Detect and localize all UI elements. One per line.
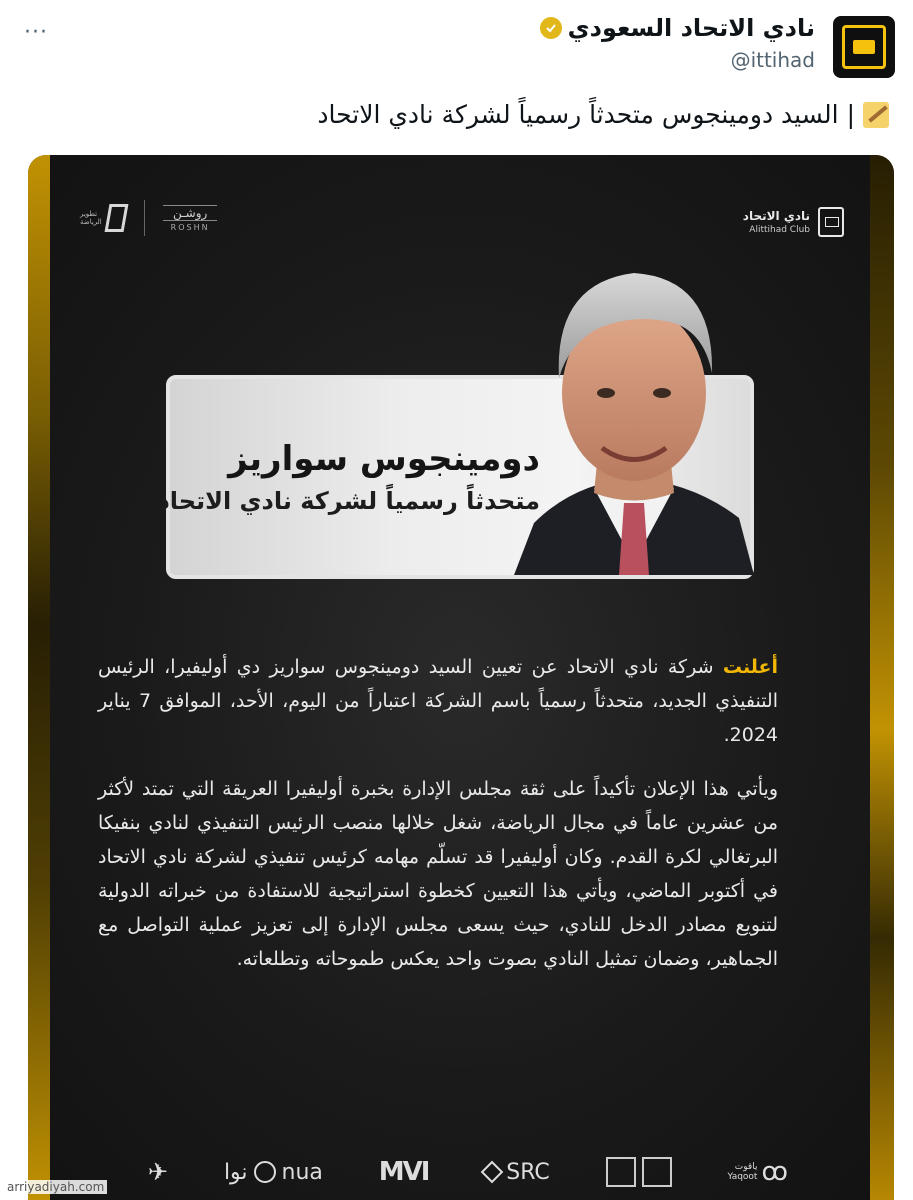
announcement-body	[98, 650, 778, 996]
yaqoot-en: Yaqoot	[727, 1172, 758, 1182]
portrait-photo	[514, 263, 754, 575]
roshn-en: ROSHN	[170, 222, 210, 232]
highlight-word: أعلنت	[722, 656, 778, 678]
vision-logo-icon	[80, 200, 126, 236]
yaqoot-logo	[727, 1157, 788, 1187]
yaqoot-icon: ꝏ	[761, 1157, 788, 1187]
mvi-logo: MVI	[378, 1157, 429, 1187]
club-name-ar: نادي الاتحاد	[742, 209, 810, 223]
roshn-ar: روشـن	[163, 205, 217, 221]
club-shield-icon	[818, 207, 844, 237]
partner-box-icon	[606, 1157, 636, 1187]
vision-logo-text: تطوير الرياضة	[80, 210, 102, 226]
paragraph-1	[98, 650, 778, 752]
nua-circle-icon	[254, 1161, 276, 1183]
roshn-logo	[163, 205, 217, 232]
partner-building-icon	[642, 1157, 672, 1187]
paragraph-1-text: شركة نادي الاتحاد عن تعيين السيد دومينجوس سواريز دي أوليفيرا، الرئيس التنفيذي الجديد، متحدثاً رسمياً باسم الشركة اعتباراً من اليوم، الأحد، الموافق 7 يناير 2024.	[98, 656, 778, 746]
author-info	[540, 14, 815, 72]
top-sponsors	[80, 200, 217, 236]
banner-subtitle: متحدثاً رسمياً لشركة نادي الاتحاد	[157, 487, 540, 515]
src-logo	[484, 1160, 550, 1185]
tweet-body: السيد دومينجوس متحدثاً رسمياً لشركة نادي الاتحاد	[317, 100, 839, 129]
verified-badge-icon	[540, 17, 562, 39]
tweet-separator: |	[846, 100, 855, 129]
club-logo	[743, 207, 844, 237]
nua-logo	[224, 1160, 323, 1185]
banner-title: دومينجوس سواريز	[228, 439, 540, 479]
author-handle[interactable]: @ittihad	[730, 48, 815, 72]
gold-accent-left	[28, 155, 50, 1200]
site-watermark: arriyadiyah.com	[4, 1180, 107, 1194]
tweet-header	[0, 0, 913, 95]
gold-accent-right	[870, 155, 894, 1200]
wing-logo-icon: ✈	[148, 1158, 169, 1186]
src-text: SRC	[506, 1159, 550, 1185]
yaqoot-ar: ياقوت	[734, 1162, 758, 1172]
tweet-text	[317, 100, 889, 129]
author-name-row[interactable]	[540, 14, 815, 42]
partner-logos	[606, 1157, 672, 1187]
divider	[144, 200, 145, 236]
bottom-sponsors	[148, 1157, 788, 1187]
tweet-media-image[interactable]	[28, 155, 894, 1200]
avatar[interactable]	[833, 16, 895, 78]
nua-en: nua	[281, 1159, 323, 1185]
memo-icon	[863, 102, 889, 128]
club-name-en: Alittihad Club	[749, 225, 810, 235]
club-crest-icon	[842, 25, 886, 69]
paragraph-2: ويأتي هذا الإعلان تأكيداً على ثقة مجلس الإدارة بخبرة أوليفيرا العريقة التي تمتد لأكثر من عشرين عاماً في مجال الرياضة، شغل خلالها منصب الرئيس التنفيذي لنادي بنفيكا البرتغالي لكرة القدم. وكان أوليفيرا قد تسلّم مهامه كرئيس تنفيذي لشركة نادي الاتحاد في أكتوبر الماضي، ويأتي هذا التعيين كخطوة استراتيجية للاستفادة من خبراته الدولية لتنويع مصادر الدخل للنادي، حيث يسعى مجلس الإدارة إلى تعزيز عملية التواصل مع الجماهير، وضمان تمثيل النادي بصوت واحد يعكس طموحاته وتطلعاته.	[98, 778, 778, 970]
nua-ar: نوا	[223, 1159, 248, 1185]
more-options-button[interactable]: ···	[24, 20, 48, 45]
author-display-name[interactable]: نادي الاتحاد السعودي	[567, 14, 815, 42]
src-diamond-icon	[481, 1161, 504, 1184]
